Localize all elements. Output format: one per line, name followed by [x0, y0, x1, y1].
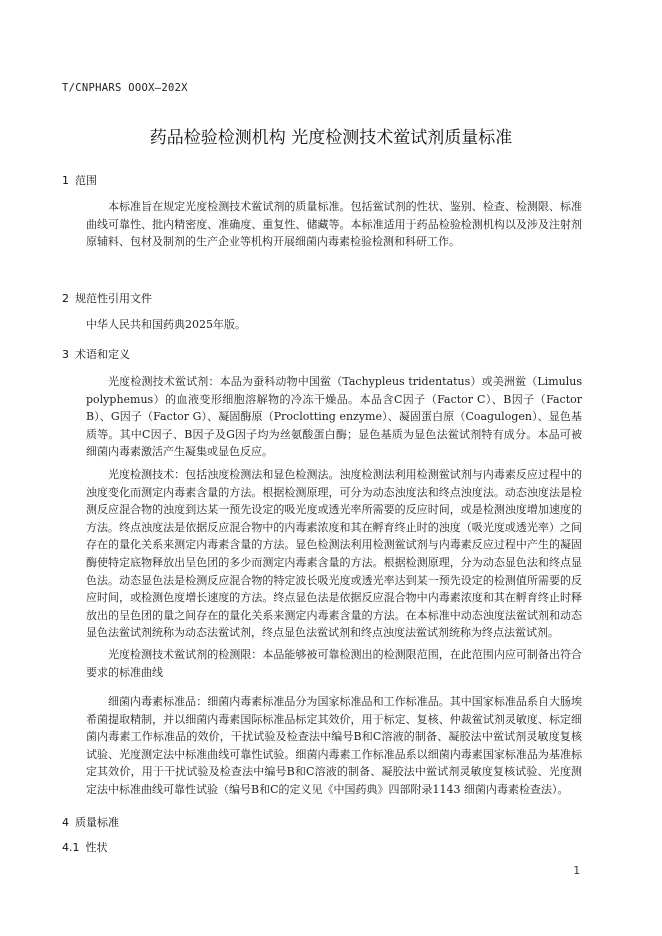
page-number: 1: [573, 865, 580, 877]
subsection-heading-appearance: [62, 839, 108, 855]
section-heading-quality: [62, 814, 119, 830]
paragraph-definition-limit: 光度检测技术鲎试剂的检测限：本品能够被可靠检测出的检测限范围，在此范围内应可制备出符合要求的标准曲线: [86, 648, 582, 679]
section-heading-scope: [62, 172, 97, 188]
section-label: 术语和定义: [75, 348, 130, 361]
section-number: 1: [62, 174, 69, 187]
section-number: 4.1: [62, 841, 80, 854]
paragraph-definition-reagent: 光度检测技术鲎试剂：本品为蚕科动物中国鲎（Tachypleus tridentatus）或美洲鲎（Limulus polyphemus）的血液变形细胞溶解物的冷冻干燥品。本品含C因子（Factor C）、B因子（Factor B）、G因子（Factor G）、凝固酶原（Proclotting enzyme）、凝固蛋白原（Coagulogen）、显色基质等。其中C因子、B因子及G因子均为丝氨酸蛋白酶；显色基质为显色法鲎试剂特有成分。本品可被细菌内毒素激活产生凝集或显色反应。: [86, 375, 582, 459]
paragraph-references: 中华人民共和国药典2025年版。: [86, 318, 246, 331]
section-number: 4: [62, 816, 69, 829]
section-heading-terms: [62, 346, 130, 362]
section-label: 规范性引用文件: [75, 292, 152, 305]
section-label: 性状: [85, 841, 108, 854]
section-label: 范围: [75, 174, 97, 187]
paragraph-definition-technique: 光度检测技术：包括浊度检测法和显色检测法。浊度检测法利用检测鲎试剂与内毒素反应过程中的浊度变化而测定内毒素含量的方法。根据检测原理，可分为动态浊度法和终点浊度法。动态浊度法是检测反应混合物的浊度到达某一预先设定的吸光度或透光率所需要的反应时间，或是检测浊度增加速度的方法。终点浊度法是依据反应混合物中的内毒素浓度和其在孵育终止时的浊度（吸光度或透光率）之间存在的量化关系来测定内毒素含量的方法。显色检测法利用检测鲎试剂与内毒素反应过程中产生的凝固酶使特定底物释放出呈色团的多少而测定内毒素含量的方法。根据检测原理，分为动态显色法和终点显色法。动态显色法是检测反应混合物的特定波长吸光度或透光率达到某一预先设定的检测值所需要的反应时间，或检测色度增长速度的方法。终点显色法是依据反应混合物中内毒素浓度和其在孵育终止时释放出的呈色团的量之间存在的量化关系来测定内毒素含量的方法。在本标准中动态浊度法鲎试剂和动态显色法鲎试剂统称为动态法鲎试剂，终点显色法鲎试剂和终点浊度法鲎试剂统称为终点法鲎试剂。: [86, 468, 582, 640]
section-heading-references: [62, 290, 152, 306]
section-number: 3: [62, 348, 69, 361]
document-code: T/CNPHARS OOOX—202X: [62, 82, 188, 94]
paragraph-definition-standard: 细菌内毒素标准品：细菌内毒素标准品分为国家标准品和工作标准品。其中国家标准品系自大肠埃希菌提取精制，并以细菌内毒素国际标准品标定其效价，用于标定、复核、仲裁鲎试剂灵敏度、标定细菌内毒素工作标准品的效价，干扰试验及检查法中编号B和C溶液的制备、凝胶法中鲎试剂灵敏度复核试验、光度测定法中标准曲线可靠性试验。细菌内毒素工作标准品系以细菌内毒素国家标准品为基准标定其效价，用于干扰试验及检查法中编号B和C溶液的制备、凝胶法中鲎试剂灵敏度复核试验、光度测定法中标准曲线可靠性试验（编号B和C的定义见《中国药典》四部附录1143 细菌内毒素检查法）。: [86, 695, 582, 796]
section-label: 质量标准: [75, 816, 119, 829]
paragraph-scope: 本标准旨在规定光度检测技术鲎试剂的质量标准。包括鲎试剂的性状、鉴别、检查、检测限、标准曲线可靠性、批内精密度、准确度、重复性、储藏等。本标准适用于药品检验检测机构以及涉及注射剂原辅料、包材及制剂的生产企业等机构开展细菌内毒素检验检测和科研工作。: [86, 200, 582, 249]
document-title: 药品检验检测机构 光度检测技术鲎试剂质量标准: [149, 128, 513, 148]
section-number: 2: [62, 292, 69, 305]
